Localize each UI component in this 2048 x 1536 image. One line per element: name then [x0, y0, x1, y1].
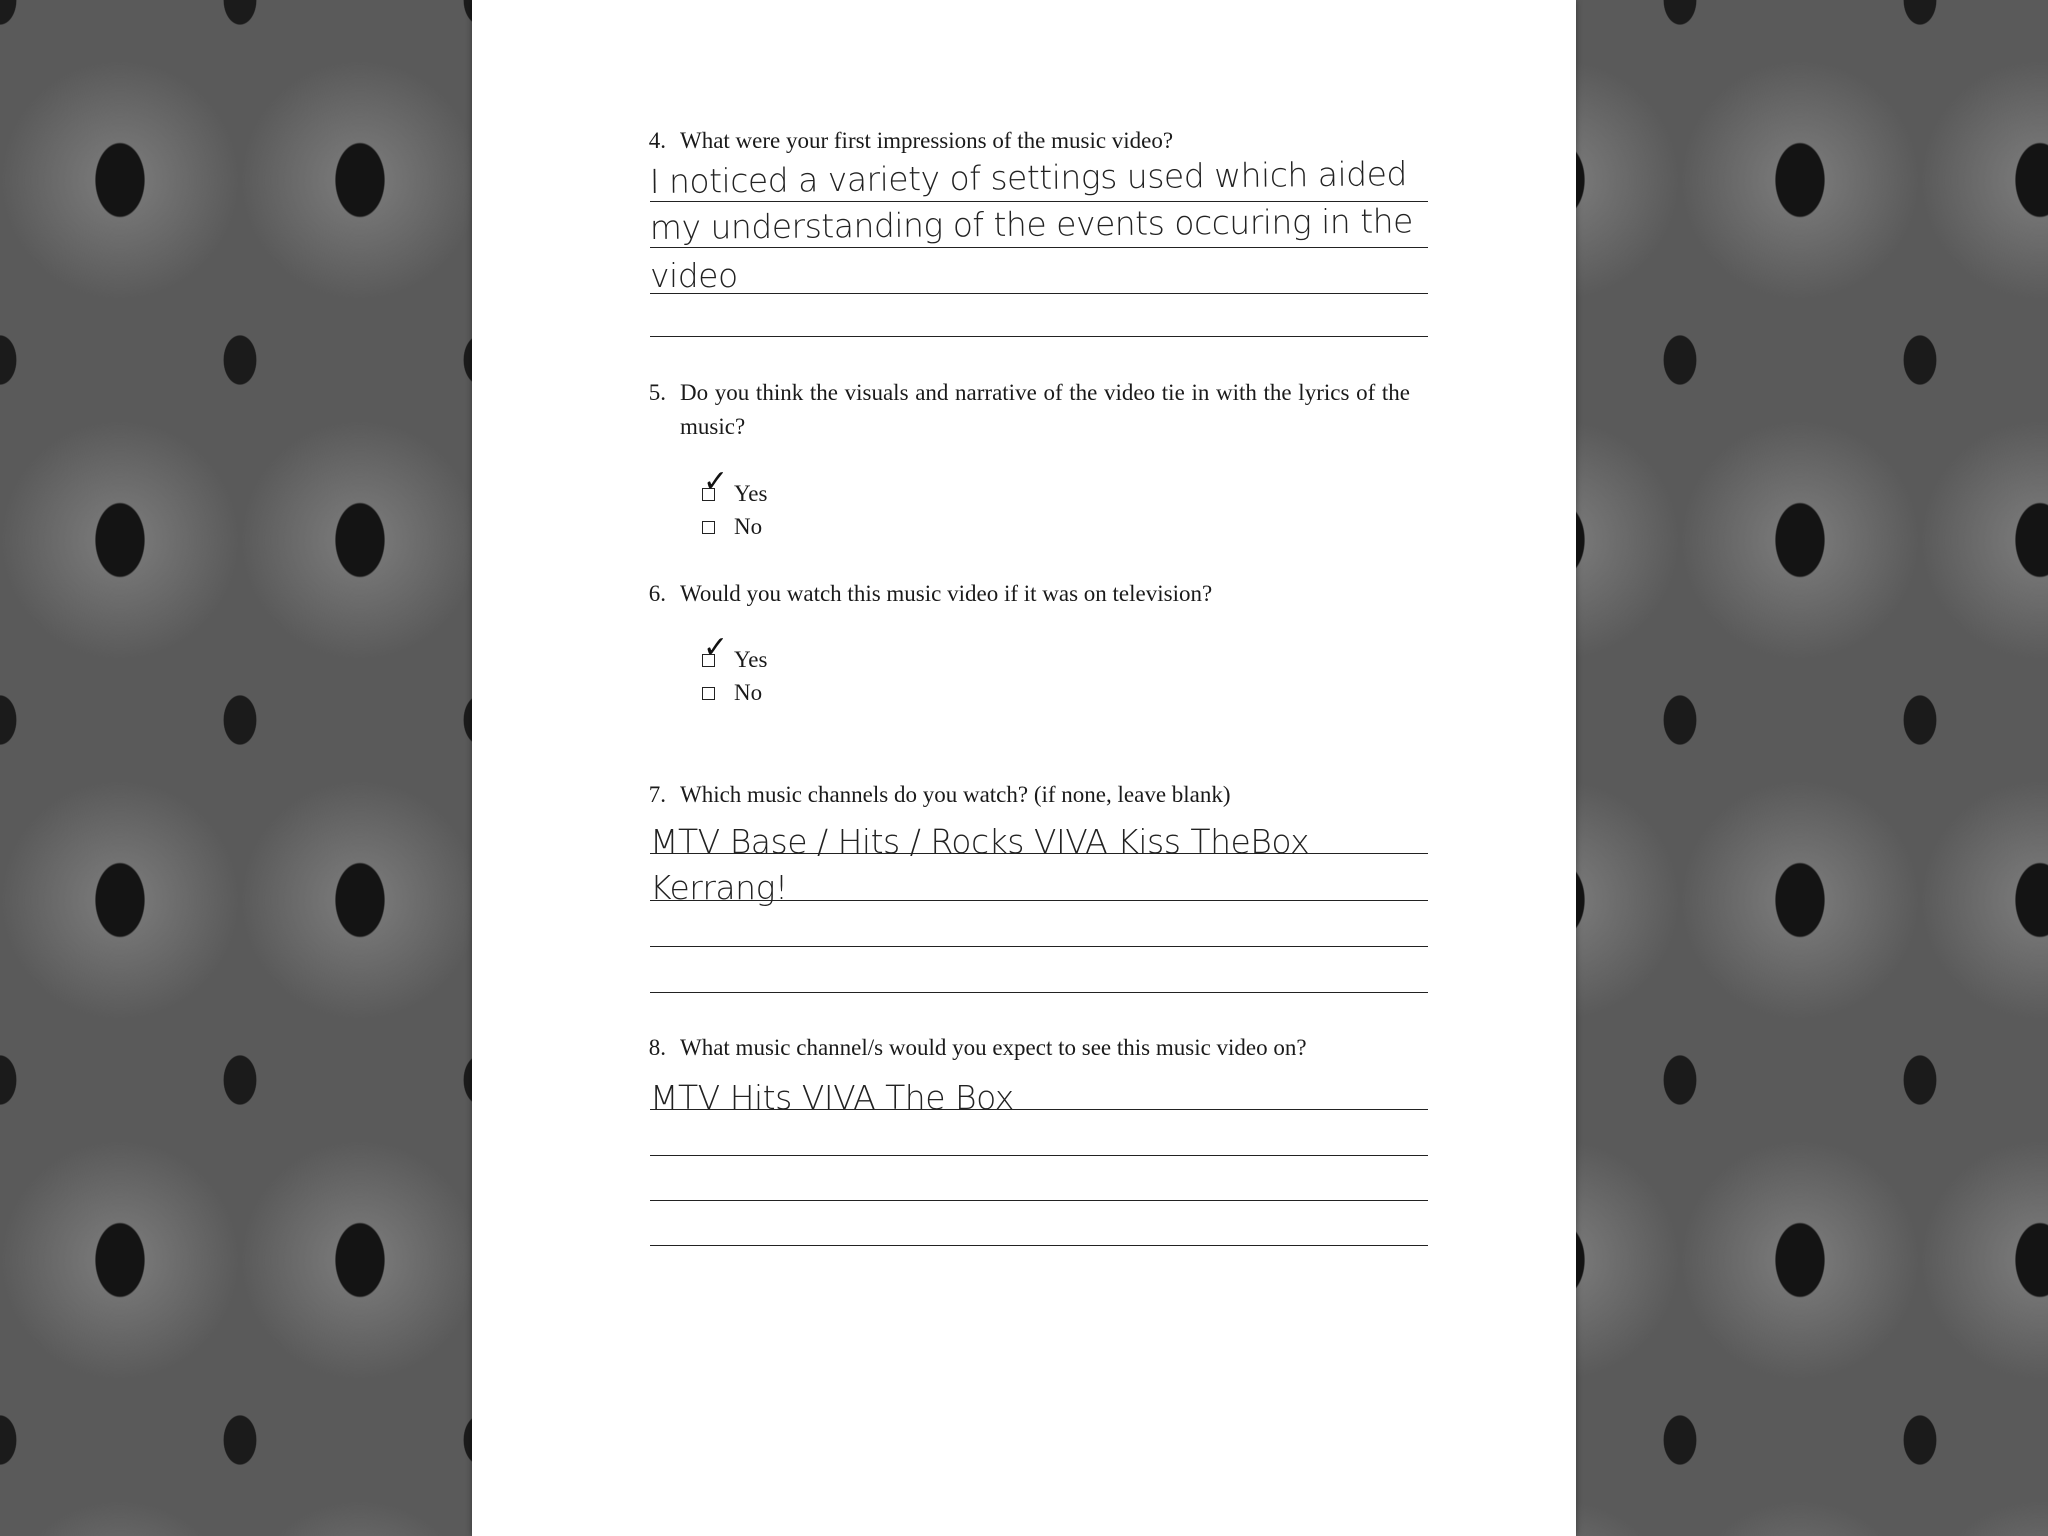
answer-line	[650, 336, 1428, 337]
questionnaire-page	[472, 0, 1576, 1536]
question-text: What music channel/s would you expect to see this music video on?	[680, 1035, 1307, 1060]
option-label: Yes	[734, 647, 768, 672]
handwritten-answer-line: video	[650, 256, 738, 295]
handwritten-answer-line: MTV Hits VIVA The Box	[650, 1078, 1014, 1117]
handwritten-answer-line: Kerrang!	[650, 868, 788, 907]
answer-line	[650, 247, 1428, 248]
question-number: 8.	[648, 1035, 666, 1060]
answer-line	[650, 1200, 1428, 1201]
checkbox[interactable]	[702, 521, 715, 534]
question-number: 5.	[648, 380, 666, 405]
question-text: Do you think the visuals and narrative of the video tie in with the lyrics of the music?	[680, 380, 1410, 439]
check-mark-icon: ✓	[703, 630, 729, 665]
handwritten-answer-line: my understanding of the events occuring in the	[649, 201, 1414, 247]
answer-line	[650, 853, 1428, 854]
question-number: 7.	[648, 782, 666, 807]
answer-line	[650, 293, 1428, 294]
handwritten-answer-line: I noticed a variety of settings used which aided	[649, 154, 1408, 201]
option-label: No	[734, 514, 763, 539]
question-text: Which music channels do you watch? (if none, leave blank)	[680, 782, 1231, 807]
question-text: What were your first impressions of the music video?	[680, 128, 1174, 153]
question-number: 6.	[648, 581, 666, 606]
handwritten-answer-line: MTV Base / Hits / Rocks VIVA Kiss TheBox	[650, 822, 1310, 861]
option-label: Yes	[734, 481, 768, 506]
question-text: Would you watch this music video if it was on television?	[680, 581, 1213, 606]
option-label: No	[734, 680, 763, 705]
check-mark-icon: ✓	[703, 464, 729, 499]
answer-line	[650, 900, 1428, 901]
answer-line	[650, 946, 1428, 947]
answer-line	[650, 992, 1428, 993]
answer-line	[650, 1245, 1428, 1246]
checkbox[interactable]	[702, 687, 715, 700]
answer-line	[650, 1155, 1428, 1156]
question-number: 4.	[648, 128, 666, 153]
answer-line	[650, 1109, 1428, 1110]
